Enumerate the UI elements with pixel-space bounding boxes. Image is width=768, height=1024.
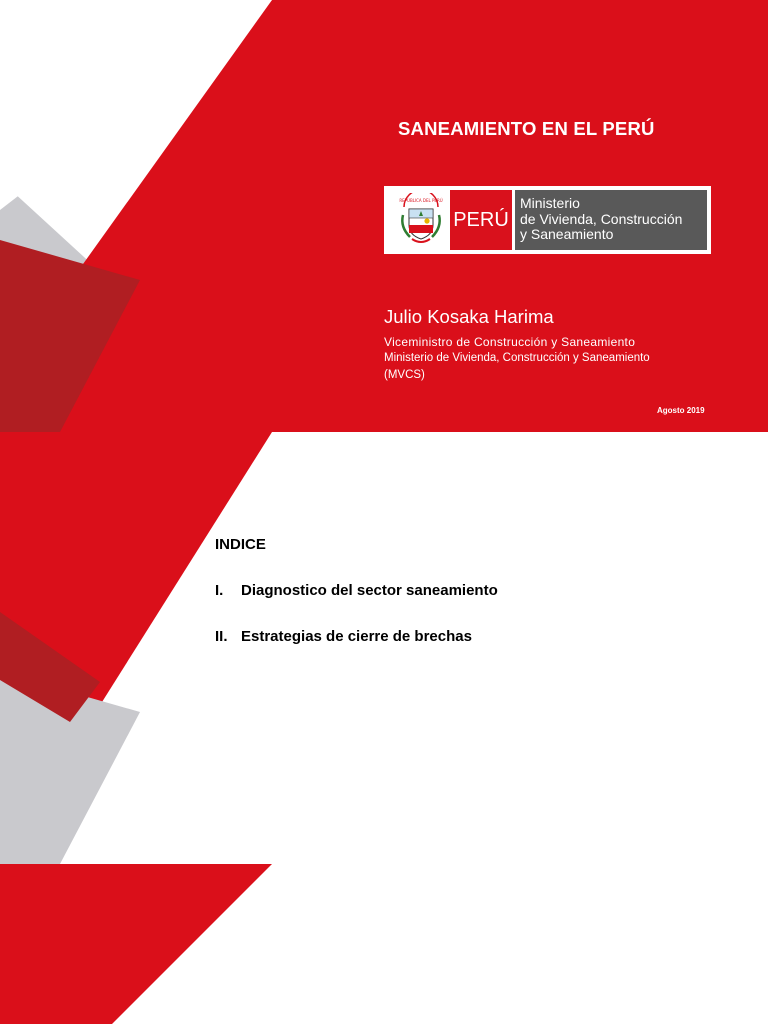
partial-background	[0, 864, 768, 1024]
index-item-number: II.	[215, 628, 228, 645]
ministry-line: y Saneamiento	[520, 226, 614, 242]
cover-slide	[0, 0, 768, 432]
partial-slide	[0, 864, 768, 1024]
index-heading: INDICE	[215, 536, 266, 553]
presentation-date: Agosto 2019	[657, 406, 705, 415]
svg-text:REPÚBLICA DEL PERÚ: REPÚBLICA DEL PERÚ	[399, 198, 443, 203]
index-background	[0, 432, 768, 864]
ministry-line: Ministerio	[520, 195, 580, 211]
index-item-label: Diagnostico del sector saneamiento	[241, 582, 498, 599]
red-triangle-shape	[0, 864, 272, 1024]
ministry-name-box	[515, 190, 707, 250]
presenter-name: Julio Kosaka Harima	[384, 306, 554, 327]
ministry-logo	[384, 186, 711, 254]
index-item	[215, 628, 472, 645]
ministry-full-name: Ministerio de Vivienda, Construcción y Saneamiento	[384, 352, 650, 364]
ministry-acronym: (MVCS)	[384, 369, 425, 381]
index-slide	[0, 432, 768, 864]
peru-label: PERÚ	[450, 190, 512, 250]
index-item-label: Estrategias de cierre de brechas	[241, 628, 472, 645]
presenter-role: Viceministro de Construcción y Saneamiento	[384, 335, 636, 349]
coat-of-arms-icon	[398, 193, 444, 247]
ministry-line: de Vivienda, Construcción	[520, 210, 683, 227]
index-item	[215, 582, 498, 599]
presentation-title: SANEAMIENTO EN EL PERÚ	[398, 118, 655, 139]
index-item-number: I.	[215, 582, 224, 599]
